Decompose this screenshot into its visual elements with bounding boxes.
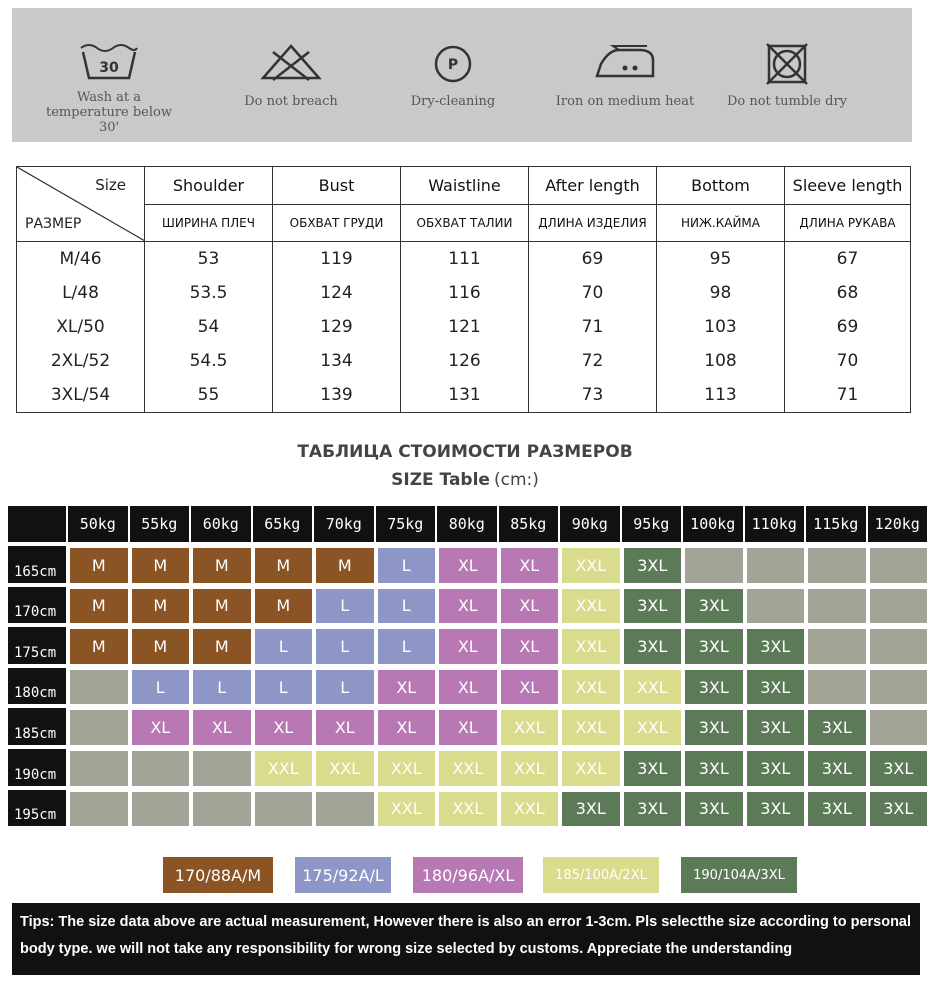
size-cell-empty <box>870 629 928 664</box>
table-cell: 134 <box>273 344 401 378</box>
size-cell: M <box>316 548 374 583</box>
table-cell: 108 <box>657 344 785 378</box>
table-cell: 71 <box>785 378 911 413</box>
size-cell: 3XL <box>624 548 682 583</box>
size-cell: 3XL <box>747 751 805 786</box>
table-cell: 54 <box>145 310 273 344</box>
size-cell: XL <box>439 548 497 583</box>
size-cell: M <box>132 548 190 583</box>
size-cell: XL <box>501 670 559 705</box>
size-cell: XXL <box>562 751 620 786</box>
legend-item: 175/92A/L <box>295 857 391 893</box>
size-cell: XL <box>255 710 313 745</box>
row-size-label: 3XL/54 <box>17 378 145 413</box>
col-header-bust: Bust <box>273 167 401 205</box>
legend-item: 190/104A/3XL <box>681 857 797 893</box>
size-cell: 3XL <box>808 751 866 786</box>
size-cell-empty <box>193 792 251 827</box>
size-cell: 3XL <box>685 751 743 786</box>
care-item-iron <box>540 8 710 142</box>
no-tumble-dry-icon <box>765 42 809 86</box>
no-bleach-icon <box>259 42 323 82</box>
grid-corner <box>8 506 66 542</box>
size-cell-empty <box>193 751 251 786</box>
care-item-bleach <box>206 8 376 142</box>
size-cell-empty <box>870 548 928 583</box>
col-header-after-length: After length <box>529 167 657 205</box>
size-cell: 3XL <box>747 670 805 705</box>
table-cell: 129 <box>273 310 401 344</box>
weight-header: 65kg <box>253 506 313 542</box>
size-cell: 3XL <box>808 710 866 745</box>
care-label-bleach: Do not breach <box>244 94 338 109</box>
table-cell: 73 <box>529 378 657 413</box>
table-cell: 53 <box>145 242 273 277</box>
size-cell: XXL <box>501 710 559 745</box>
size-cell: XXL <box>316 751 374 786</box>
weight-header: 120kg <box>868 506 928 542</box>
table-cell: 131 <box>401 378 529 413</box>
size-cell-empty <box>870 670 928 705</box>
weight-header: 115kg <box>806 506 866 542</box>
size-cell: XL <box>439 629 497 664</box>
care-item-wash <box>24 8 194 142</box>
legend-item: 170/88A/M <box>163 857 273 893</box>
size-cell: XL <box>439 710 497 745</box>
table-cell: 55 <box>145 378 273 413</box>
table-cell: 98 <box>657 276 785 310</box>
col-header-ru: ОБХВАТ ГРУДИ <box>273 204 401 242</box>
height-header: 190cm <box>8 749 66 786</box>
table-row <box>17 344 911 378</box>
table-cell: 68 <box>785 276 911 310</box>
size-cell: XXL <box>562 629 620 664</box>
row-size-label: L/48 <box>17 276 145 310</box>
size-cell-empty <box>70 792 128 827</box>
weight-header: 80kg <box>437 506 497 542</box>
size-cell-empty <box>747 589 805 624</box>
weight-header: 100kg <box>683 506 743 542</box>
svg-text:30: 30 <box>99 60 119 76</box>
row-size-label: XL/50 <box>17 310 145 344</box>
size-cell: XXL <box>378 792 436 827</box>
height-header: 195cm <box>8 790 66 827</box>
size-cell: XXL <box>501 751 559 786</box>
col-header-bottom: Bottom <box>657 167 785 205</box>
size-cell: XL <box>501 629 559 664</box>
size-cell: XL <box>439 589 497 624</box>
col-header-ru: НИЖ.КАЙМА <box>657 204 785 242</box>
table-row <box>17 310 911 344</box>
size-table-title-en <box>0 470 930 490</box>
size-cell: 3XL <box>747 710 805 745</box>
size-cell: L <box>378 629 436 664</box>
size-cell: M <box>70 548 128 583</box>
size-cell: XXL <box>255 751 313 786</box>
col-header-ru: ОБХВАТ ТАЛИИ <box>401 204 529 242</box>
size-cell: L <box>255 629 313 664</box>
size-cell: M <box>132 629 190 664</box>
size-cell: XXL <box>562 670 620 705</box>
corner-ru-label: РАЗМЕР <box>25 216 82 232</box>
table-cell: 119 <box>273 242 401 277</box>
size-cell: XXL <box>624 670 682 705</box>
size-cell: XL <box>316 710 374 745</box>
size-cell: XXL <box>624 710 682 745</box>
size-cell: 3XL <box>624 792 682 827</box>
height-header: 180cm <box>8 668 66 705</box>
size-cell: L <box>316 629 374 664</box>
table-cell: 103 <box>657 310 785 344</box>
size-cell: 3XL <box>747 629 805 664</box>
weight-header: 60kg <box>191 506 251 542</box>
size-cell: 3XL <box>747 792 805 827</box>
size-cell: 3XL <box>562 792 620 827</box>
col-header-shoulder: Shoulder <box>145 167 273 205</box>
size-cell: 3XL <box>624 589 682 624</box>
care-label-dryclean: Dry-cleaning <box>410 94 496 109</box>
size-cell-empty <box>808 548 866 583</box>
size-cell: M <box>193 629 251 664</box>
corner-size-label: Size <box>95 176 126 194</box>
size-cell-empty <box>685 548 743 583</box>
care-label-iron: Iron on medium heat <box>555 94 695 109</box>
size-cell-empty <box>132 751 190 786</box>
size-cell: XXL <box>562 548 620 583</box>
table-cell: 116 <box>401 276 529 310</box>
col-header-ru: ДЛИНА ИЗДЕЛИЯ <box>529 204 657 242</box>
table-cell: 72 <box>529 344 657 378</box>
height-header: 165cm <box>8 546 66 583</box>
size-cell-empty <box>808 589 866 624</box>
size-cell: L <box>378 589 436 624</box>
size-cell: L <box>132 670 190 705</box>
table-cell: 67 <box>785 242 911 277</box>
size-cell: L <box>378 548 436 583</box>
weight-header: 70kg <box>314 506 374 542</box>
size-cell: XXL <box>439 792 497 827</box>
size-cell: M <box>193 589 251 624</box>
size-cell-empty <box>870 589 928 624</box>
measurement-table <box>16 166 911 413</box>
size-cell-empty <box>132 792 190 827</box>
table-row <box>17 276 911 310</box>
row-size-label: M/46 <box>17 242 145 277</box>
size-cell-empty <box>70 710 128 745</box>
size-cell: L <box>193 670 251 705</box>
care-item-dryclean <box>368 8 538 142</box>
size-cell: XL <box>378 670 436 705</box>
weight-header: 90kg <box>560 506 620 542</box>
size-table-title-ru: ТАБЛИЦА СТОИМОСТИ РАЗМЕРОВ <box>297 442 633 462</box>
size-cell: M <box>70 589 128 624</box>
size-cell: M <box>255 548 313 583</box>
size-cell: M <box>70 629 128 664</box>
height-header: 175cm <box>8 627 66 664</box>
size-cell: XL <box>193 710 251 745</box>
table-cell: 54.5 <box>145 344 273 378</box>
table-cell: 121 <box>401 310 529 344</box>
size-cell: XXL <box>439 751 497 786</box>
col-header-ru: ШИРИНА ПЛЕЧ <box>145 204 273 242</box>
dry-clean-icon <box>431 42 475 86</box>
weight-header: 85kg <box>499 506 559 542</box>
weight-header: 50kg <box>68 506 128 542</box>
table-corner-cell <box>17 167 145 242</box>
size-cell: 3XL <box>624 629 682 664</box>
size-cell: XL <box>132 710 190 745</box>
size-cell: M <box>255 589 313 624</box>
size-cell: L <box>255 670 313 705</box>
size-cell-empty <box>870 710 928 745</box>
table-cell: 69 <box>529 242 657 277</box>
table-row <box>17 242 911 277</box>
table-cell: 126 <box>401 344 529 378</box>
table-cell: 113 <box>657 378 785 413</box>
size-cell-empty <box>747 548 805 583</box>
size-cell: XXL <box>562 589 620 624</box>
table-cell: 69 <box>785 310 911 344</box>
tips-box: Tips: The size data above are actual measurement, However there is also an error 1-3cm. Pls selectthe size according to personal body type. we will not take any responsibility for wrong size selected by customs. Appreciate the understanding <box>12 903 920 975</box>
col-header-ru: ДЛИНА РУКАВА <box>785 204 911 242</box>
size-cell: XL <box>501 548 559 583</box>
size-cell: XXL <box>501 792 559 827</box>
size-cell: XL <box>501 589 559 624</box>
care-label-wash: Wash at a temperature below 30' <box>46 90 172 135</box>
size-cell: 3XL <box>685 710 743 745</box>
size-cell: 3XL <box>685 792 743 827</box>
size-cell: 3XL <box>685 589 743 624</box>
size-cell: M <box>132 589 190 624</box>
size-cell: 3XL <box>624 751 682 786</box>
size-cell: L <box>316 589 374 624</box>
size-cell-empty <box>808 629 866 664</box>
wash-30-icon <box>77 42 141 82</box>
table-cell: 111 <box>401 242 529 277</box>
legend-item: 185/100A/2XL <box>543 857 659 893</box>
row-size-label: 2XL/52 <box>17 344 145 378</box>
size-cell: 3XL <box>808 792 866 827</box>
table-row <box>17 378 911 413</box>
size-cell: 3XL <box>685 670 743 705</box>
size-cell: 3XL <box>870 792 928 827</box>
size-cell: M <box>193 548 251 583</box>
table-cell: 53.5 <box>145 276 273 310</box>
table-cell: 70 <box>785 344 911 378</box>
table-cell: 95 <box>657 242 785 277</box>
size-cell: XL <box>439 670 497 705</box>
svg-text:P: P <box>447 57 459 73</box>
table-cell: 70 <box>529 276 657 310</box>
size-cell: 3XL <box>870 751 928 786</box>
table-cell: 71 <box>529 310 657 344</box>
size-cell-empty <box>255 792 313 827</box>
size-cell: XL <box>378 710 436 745</box>
height-header: 185cm <box>8 708 66 745</box>
care-item-tumble <box>702 8 872 142</box>
size-table-title-en-text: SIZE Table <box>391 470 490 490</box>
size-cell-empty <box>70 670 128 705</box>
size-cell-empty <box>70 751 128 786</box>
size-cell-empty <box>808 670 866 705</box>
weight-header: 75kg <box>376 506 436 542</box>
weight-header: 110kg <box>745 506 805 542</box>
weight-header: 55kg <box>130 506 190 542</box>
col-header-sleeve-length: Sleeve length <box>785 167 911 205</box>
table-cell: 124 <box>273 276 401 310</box>
size-cell: 3XL <box>685 629 743 664</box>
iron-medium-icon <box>589 42 661 82</box>
size-cell: XXL <box>378 751 436 786</box>
size-cell: L <box>316 670 374 705</box>
size-table-unit: (cm:) <box>493 470 539 490</box>
table-cell: 139 <box>273 378 401 413</box>
size-cell-empty <box>316 792 374 827</box>
height-header: 170cm <box>8 587 66 624</box>
size-cell: XXL <box>562 710 620 745</box>
legend-item: 180/96A/XL <box>413 857 523 893</box>
weight-header: 95kg <box>622 506 682 542</box>
care-instructions-banner <box>12 8 912 142</box>
col-header-waistline: Waistline <box>401 167 529 205</box>
care-label-tumble: Do not tumble dry <box>726 94 848 109</box>
